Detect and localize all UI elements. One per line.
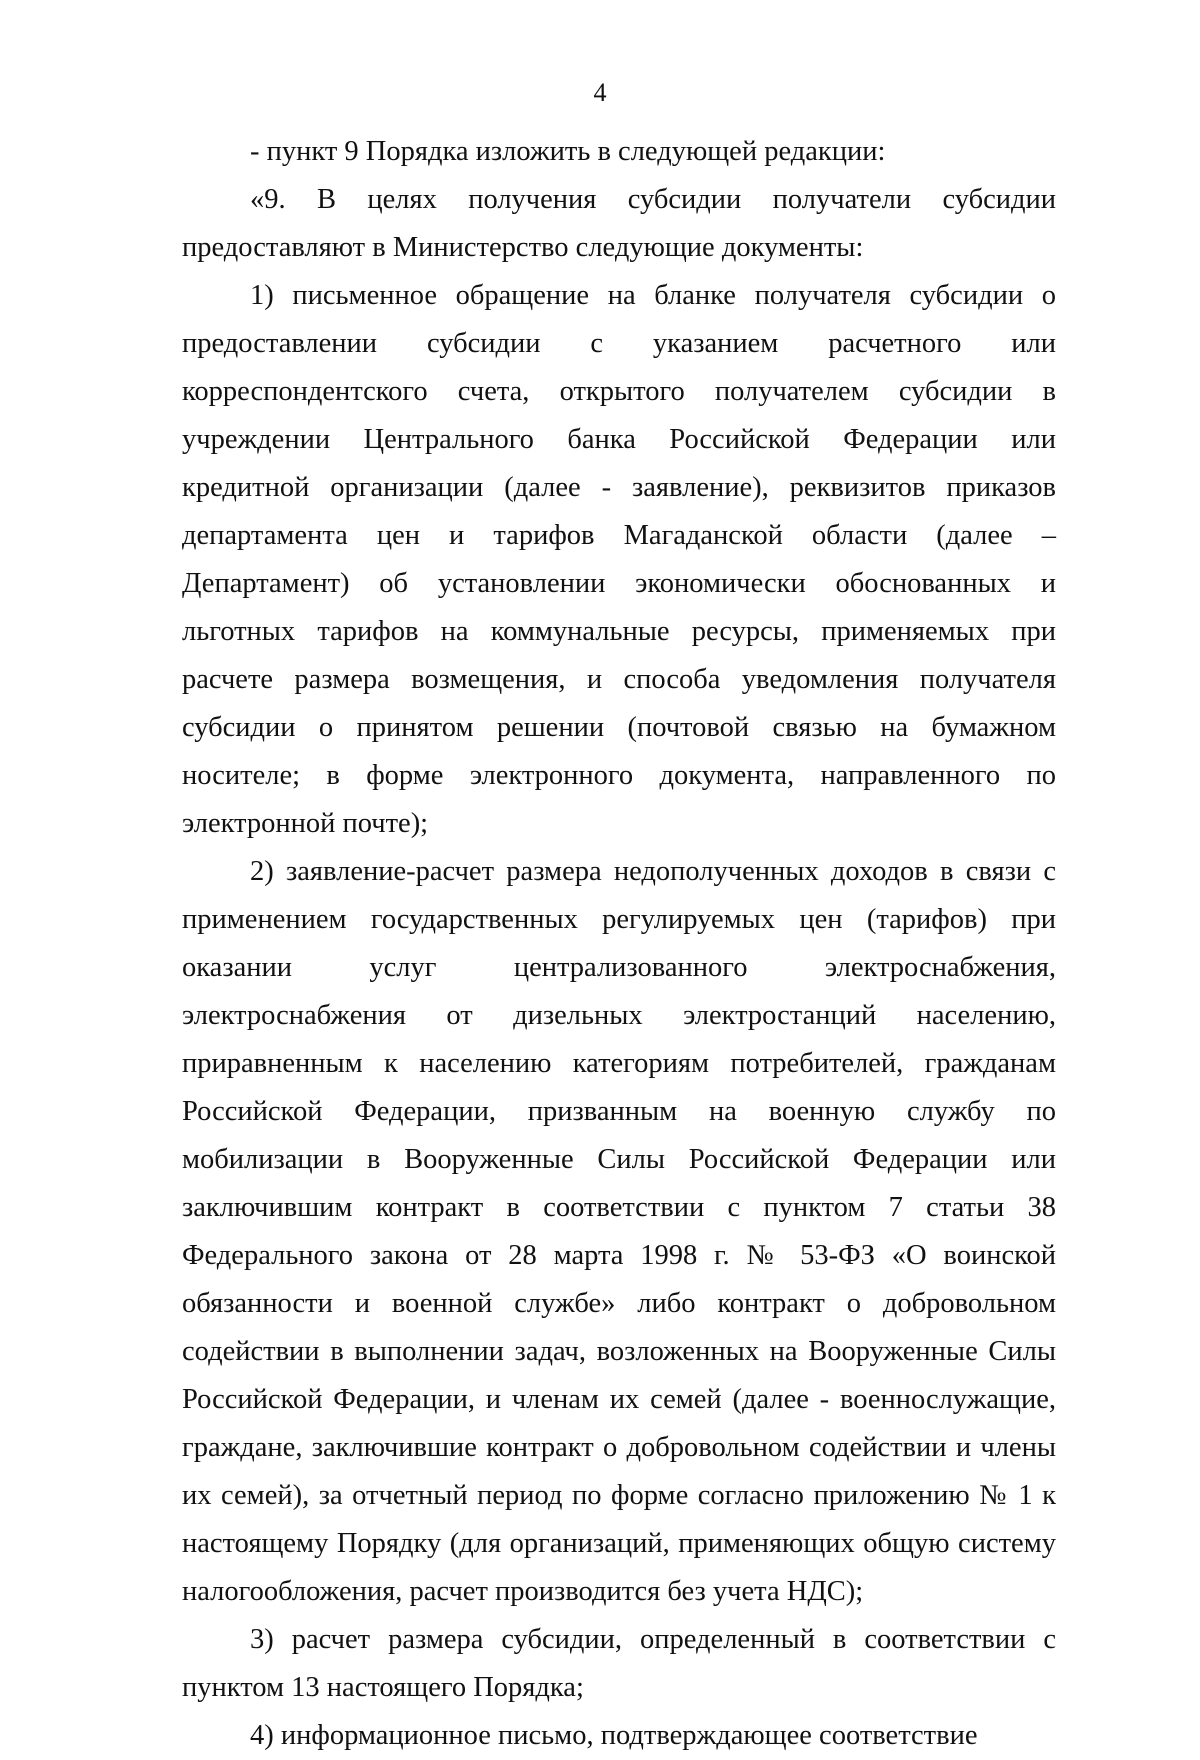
page-number: 4 <box>593 78 607 107</box>
paragraph-subitem-3: 3) расчет размера субсидии, определенный в соответствии с пунктом 13 настоящего Порядка; <box>182 1624 1056 1703</box>
paragraph-amendment-intro: - пункт 9 Порядка изложить в следующей редакции: <box>250 136 886 167</box>
paragraph-item-9: «9. В целях получения субсидии получатели субсидии предоставляют в Министерство следующие документы: <box>182 184 1056 263</box>
paragraph-subitem-1: 1) письменное обращение на бланке получателя субсидии о предоставлении субсидии с указанием расчетного или корреспондентского счета, открытого получателем субсидии в учреждении Центрального банка Российской Федерации или кредитной организации (далее - заявление), реквизитов приказов департамента цен и тарифов Магаданской области (далее – Департамент) об установлении экономически обоснованных и льготных тарифов на коммунальные ресурсы, применяемых при расчете размера возмещения, и способа уведомления получателя субсидии о принятом решении (почтовой связью на бумажном носителе; в форме электронного документа, направленного по электронной почте); <box>182 280 1056 839</box>
paragraph-subitem-2: 2) заявление-расчет размера недополученных доходов в связи с применением государственных регулируемых цен (тарифов) при оказании услуг централизованного электроснабжения, электроснабжения от дизельных электростанций населению, приравненным к населению категориям потребителей, гражданам Российской Федерации, призванным на военную службу по мобилизации в Вооруженные Силы Российской Федерации или заключившим контракт в соответствии с пунктом 7 статьи 38 Федерального закона от 28 марта 1998 г. № 53-ФЗ «О воинской обязанности и военной службе» либо контракт о добровольном содействии в выполнении задач, возложенных на Вооруженные Силы Российской Федерации, и членам их семей (далее - военнослужащие, граждане, заключившие контракт о добровольном содействии и члены их семей), за отчетный период по форме согласно приложению № 1 к настоящему Порядку (для организаций, применяющих общую систему налогообложения, расчет производится без учета НДС); <box>182 856 1056 1607</box>
paragraph-subitem-4: 4) информационное письмо, подтверждающее соответствие <box>250 1720 978 1751</box>
document-body <box>182 128 1056 1760</box>
